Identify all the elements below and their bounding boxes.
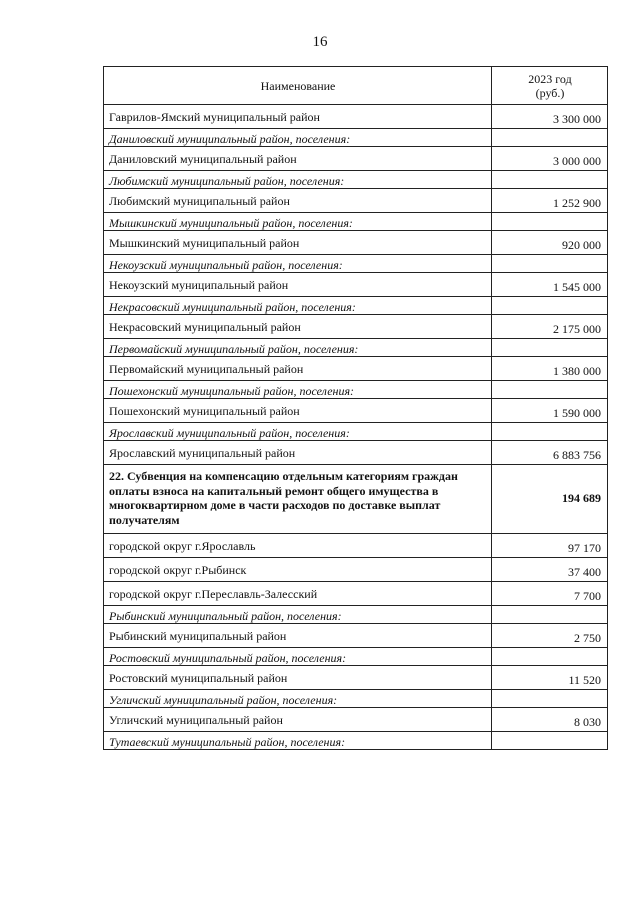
row-name: городской округ г.Рыбинск bbox=[104, 558, 492, 582]
row-value bbox=[492, 255, 608, 273]
header-year bbox=[492, 67, 608, 105]
table-row bbox=[104, 399, 608, 423]
row-value: 1 252 900 bbox=[492, 189, 608, 213]
table-section-row bbox=[104, 255, 608, 273]
row-value: 2 175 000 bbox=[492, 315, 608, 339]
row-value: 3 300 000 bbox=[492, 105, 608, 129]
row-name: Мышкинский муниципальный район, поселения: bbox=[104, 213, 492, 231]
row-value bbox=[492, 732, 608, 750]
row-value bbox=[492, 648, 608, 666]
page-number: 16 bbox=[312, 34, 328, 50]
header-year-line2: (руб.) bbox=[535, 85, 565, 100]
row-name: Некоузский муниципальный район bbox=[104, 273, 492, 297]
row-name: Ростовский муниципальный район bbox=[104, 666, 492, 690]
row-name: Даниловский муниципальный район bbox=[104, 147, 492, 171]
header-year-line1: 2023 год bbox=[528, 71, 572, 86]
row-name: Некоузский муниципальный район, поселения: bbox=[104, 255, 492, 273]
row-name: Гаврилов-Ямский муниципальный район bbox=[104, 105, 492, 129]
row-name: 22. Субвенция на компенсацию отдельным категориям граждан оплаты взноса на капитальный ремонт общего имущества в многоквартирном доме в части расходов по доставке выплат получателям bbox=[104, 465, 492, 534]
row-value bbox=[492, 297, 608, 315]
row-value: 920 000 bbox=[492, 231, 608, 255]
table-category-row bbox=[104, 465, 608, 534]
row-name: Ярославский муниципальный район, поселения: bbox=[104, 423, 492, 441]
table-body bbox=[104, 105, 608, 750]
row-name: Даниловский муниципальный район, поселения: bbox=[104, 129, 492, 147]
row-name: Тутаевский муниципальный район, поселения: bbox=[104, 732, 492, 750]
row-name: Любимский муниципальный район bbox=[104, 189, 492, 213]
row-value bbox=[492, 606, 608, 624]
table-row bbox=[104, 105, 608, 129]
header-name: Наименование bbox=[104, 67, 492, 105]
table-row bbox=[104, 357, 608, 381]
row-value bbox=[492, 213, 608, 231]
table-header-row bbox=[104, 67, 608, 105]
row-name: городской округ г.Ярославль bbox=[104, 534, 492, 558]
row-name: Любимский муниципальный район, поселения: bbox=[104, 171, 492, 189]
row-value: 194 689 bbox=[492, 465, 608, 534]
row-name: Мышкинский муниципальный район bbox=[104, 231, 492, 255]
row-value bbox=[492, 129, 608, 147]
row-name: Пошехонский муниципальный район bbox=[104, 399, 492, 423]
table-row bbox=[104, 582, 608, 606]
table-section-row bbox=[104, 606, 608, 624]
row-value: 1 380 000 bbox=[492, 357, 608, 381]
row-value: 6 883 756 bbox=[492, 441, 608, 465]
table-row bbox=[104, 624, 608, 648]
row-name: Угличский муниципальный район, поселения: bbox=[104, 690, 492, 708]
row-name: Некрасовский муниципальный район, поселения: bbox=[104, 297, 492, 315]
row-name: Рыбинский муниципальный район, поселения: bbox=[104, 606, 492, 624]
row-value: 8 030 bbox=[492, 708, 608, 732]
row-name: Рыбинский муниципальный район bbox=[104, 624, 492, 648]
table-row bbox=[104, 708, 608, 732]
row-value: 3 000 000 bbox=[492, 147, 608, 171]
row-value bbox=[492, 423, 608, 441]
table-row bbox=[104, 441, 608, 465]
budget-table bbox=[103, 66, 608, 750]
table-section-row bbox=[104, 297, 608, 315]
row-name: городской округ г.Переславль-Залесский bbox=[104, 582, 492, 606]
row-name: Ростовский муниципальный район, поселения: bbox=[104, 648, 492, 666]
row-value: 7 700 bbox=[492, 582, 608, 606]
table-row bbox=[104, 189, 608, 213]
row-value: 11 520 bbox=[492, 666, 608, 690]
table-section-row bbox=[104, 171, 608, 189]
row-value bbox=[492, 171, 608, 189]
row-value: 37 400 bbox=[492, 558, 608, 582]
row-name: Угличский муниципальный район bbox=[104, 708, 492, 732]
table-section-row bbox=[104, 129, 608, 147]
table-row bbox=[104, 666, 608, 690]
row-value bbox=[492, 339, 608, 357]
table-section-row bbox=[104, 732, 608, 750]
table-section-row bbox=[104, 213, 608, 231]
table-section-row bbox=[104, 381, 608, 399]
table-section-row bbox=[104, 648, 608, 666]
table-row bbox=[104, 315, 608, 339]
row-name: Некрасовский муниципальный район bbox=[104, 315, 492, 339]
table-row bbox=[104, 231, 608, 255]
table-row bbox=[104, 273, 608, 297]
table-section-row bbox=[104, 690, 608, 708]
table-row bbox=[104, 558, 608, 582]
row-name: Пошехонский муниципальный район, поселения: bbox=[104, 381, 492, 399]
row-value: 1 545 000 bbox=[492, 273, 608, 297]
row-value bbox=[492, 381, 608, 399]
table-section-row bbox=[104, 423, 608, 441]
row-name: Первомайский муниципальный район, поселения: bbox=[104, 339, 492, 357]
row-name: Ярославский муниципальный район bbox=[104, 441, 492, 465]
row-value: 97 170 bbox=[492, 534, 608, 558]
row-value bbox=[492, 690, 608, 708]
row-value: 1 590 000 bbox=[492, 399, 608, 423]
row-value: 2 750 bbox=[492, 624, 608, 648]
row-name: Первомайский муниципальный район bbox=[104, 357, 492, 381]
table-row bbox=[104, 147, 608, 171]
table-section-row bbox=[104, 339, 608, 357]
table-row bbox=[104, 534, 608, 558]
